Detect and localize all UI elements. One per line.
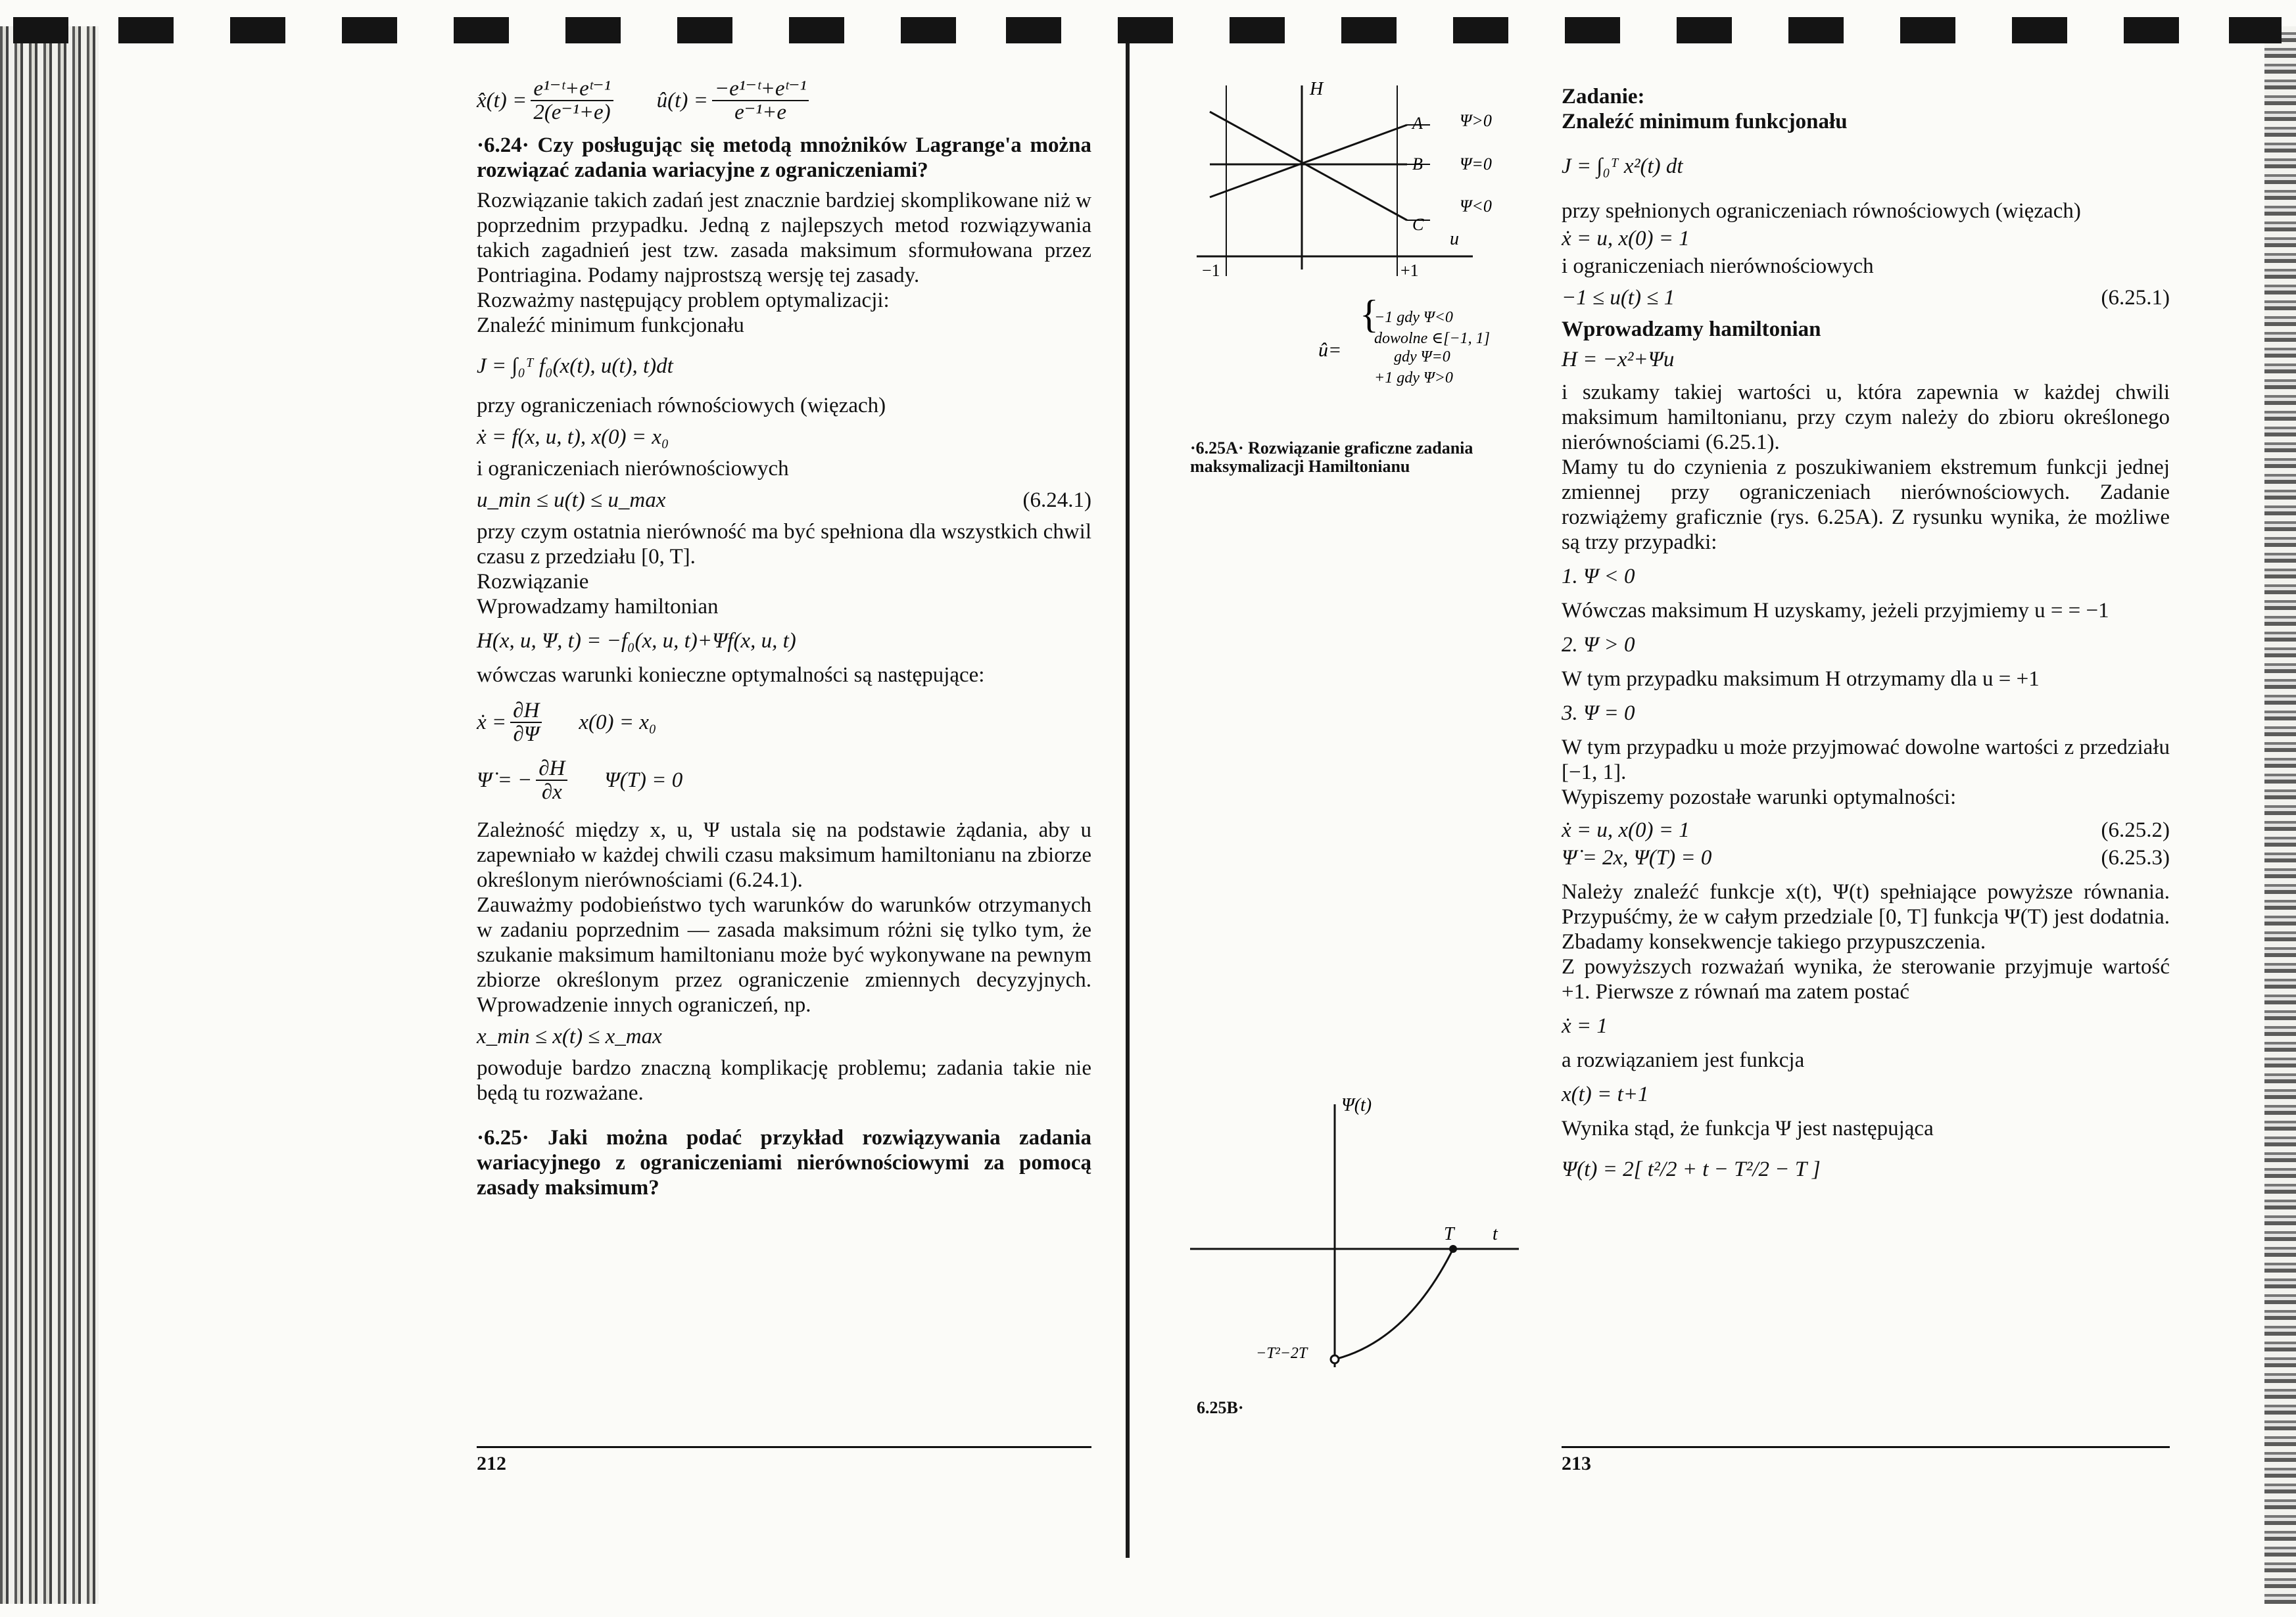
case-2-heading: 2. Ψ > 0 xyxy=(1562,633,1635,657)
paragraph-case-3: W tym przypadku u może przyjmować dowolne wartości z przedziału [−1, 1]. xyxy=(1562,736,2170,784)
top-eq-x-fraction: $\frac{\text{e¹⁻ᵗ+eᵗ⁻¹}}{\text{2(e⁻¹+e)}}$ xyxy=(531,78,613,124)
point-initial xyxy=(1331,1355,1339,1363)
psi-curve xyxy=(1335,1249,1453,1359)
paragraph-case-1: Wówczas maksimum H uzyskamy, jeżeli przyjmiemy u = = −1 xyxy=(1562,599,2109,622)
case-3: gdy Ψ=0 xyxy=(1394,348,1450,365)
equation-condition-2: Ψ̇ = − $\frac{\partial H}{\partial x}$ Ψ(T) = 0 xyxy=(477,757,683,804)
top-equations xyxy=(477,78,1091,124)
scan-edge-right xyxy=(2264,26,2296,1604)
paragraph-complication: powoduje bardzo znaczną komplikację problemu; zadania takie nie będą tu rozważane. xyxy=(477,1056,1091,1105)
task-find-minimum: Znaleźć minimum funkcjonału xyxy=(1562,110,1848,133)
case-2: dowolne ∈[−1, 1] xyxy=(1374,330,1490,347)
paragraph-interval: przy czym ostatnia nierówność ma być spełniona dla wszystkich chwil czasu z przedziału [0, T]. xyxy=(477,520,1091,569)
paragraph-similarity: Zauważmy podobieństwo tych warunków do warunków otrzymanych w zadaniu poprzednim — zasada maksimum różni się tylko tym, że szukanie maksimum hamiltonianu może być wykonywane na pewnym zbiorze określonym przez ograniczenie zmiennych decyzyjnych. Wprowadzenie innych ograniczeń, np. xyxy=(477,893,1091,1017)
paragraph-case-2: W tym przypadku maksimum H otrzymamy dla u = +1 xyxy=(1562,667,2040,691)
tick-label-plus1: +1 xyxy=(1400,261,1419,280)
question-6-24-title: ·6.24· Czy posługując się metodą mnożników Lagrange'a można rozwiązać zadania wariacyjne z ograniczeniami? xyxy=(477,133,1091,182)
paragraph-inequality-constraints-right: i ograniczeniach nierównościowych xyxy=(1562,254,1874,278)
paragraph-solution-function: a rozwiązaniem jest funkcja xyxy=(1562,1048,1805,1072)
question-6-25-title: ·6.25· Jaki można podać przykład rozwiązywania zadania wariacyjnego z ograniczeniami nierównościowymi za pomocą zasady maksimum? xyxy=(477,1126,1091,1200)
equation-number: (6.25.1) xyxy=(2101,286,2170,310)
case-1: −1 gdy Ψ<0 xyxy=(1374,309,1453,326)
paragraph-dependency: Zależność między x, u, Ψ ustala się na podstawie żądania, aby u zapewniało w każdej chwili czasu maksimum hamiltonianu na zbiorze określonym nierównościami (6.24.1). xyxy=(477,818,1091,892)
figure-6-25b-plot xyxy=(1177,1091,1545,1420)
right-page-column xyxy=(1562,84,2170,1198)
equation-6-25-1: −1 ≤ u(t) ≤ 1 (6.25.1) xyxy=(1562,286,2170,310)
case-3-heading: 3. Ψ = 0 xyxy=(1562,701,1635,725)
equation-xdot-one: ẋ = 1 xyxy=(1562,1014,1608,1038)
figure-6-25a xyxy=(1184,72,1552,414)
figure-6-25b-caption: 6.25B· xyxy=(1197,1398,1244,1417)
paragraph-psi-function: Wynika stąd, że funkcja Ψ jest następująca xyxy=(1562,1117,1934,1140)
equation-state-right: ẋ = u, x(0) = 1 xyxy=(1562,227,1690,250)
label-axis-psi: Ψ(t) xyxy=(1341,1095,1372,1115)
case-4: +1 gdy Ψ>0 xyxy=(1374,369,1453,387)
figure-6-25b xyxy=(1177,1091,1545,1420)
case-1-heading: 1. Ψ < 0 xyxy=(1562,565,1635,588)
line-A xyxy=(1210,125,1407,197)
paragraph-control-plus-one: Z powyższych rozważań wynika, że sterowanie przyjmuje wartość +1. Pierwsze z równań ma zatem postać xyxy=(1562,955,2170,1004)
tick-label-minus1: −1 xyxy=(1202,261,1220,280)
label-tick-T: T xyxy=(1444,1224,1454,1244)
paragraph-necessary-conditions: wówczas warunki konieczne optymalności są następujące: xyxy=(477,663,985,687)
paragraph-maximize-u: i szukamy takiej wartości u, która zapewnia w każdej chwili maksimum hamiltonianu, przy czym należy do zbioru określonego nierównościami (6.25.1). xyxy=(1562,381,2170,454)
right-page-number: 213 xyxy=(1562,1453,1591,1474)
equation-hamiltonian-right: H = −x²+Ψu xyxy=(1562,348,1675,371)
equation-6-24-1: u_min ≤ u(t) ≤ u_max (6.24.1) xyxy=(477,488,1091,512)
paragraph-find-functions: Należy znaleźć funkcje x(t), Ψ(t) spełniające powyższe równania. Przypuśćmy, że w całym przedziale [0, T] funkcja Ψ(T) jest dodatnia. Zbadamy konsekwencje takiego przypuszczenia. xyxy=(1562,880,2170,954)
paragraph-remaining-conditions: Wypiszemy pozostałe warunki optymalności: xyxy=(1562,785,1957,809)
figure-6-25a-plot xyxy=(1184,72,1552,414)
equation-x-of-t: x(t) = t+1 xyxy=(1562,1083,1649,1106)
label-axis-t: t xyxy=(1493,1224,1498,1244)
equation-number: (6.24.1) xyxy=(1022,488,1091,512)
equation-state-limits: x_min ≤ x(t) ≤ x_max xyxy=(477,1025,662,1048)
task-heading: Zadanie: xyxy=(1562,85,1645,108)
equation-6-25-2: ẋ = u, x(0) = 1 (6.25.2) xyxy=(1562,818,2170,842)
paragraph-problem: Rozważmy następujący problem optymalizacji: xyxy=(477,289,890,312)
label-psi-positive: Ψ>0 xyxy=(1460,111,1492,130)
case-lhs: û= xyxy=(1318,339,1342,361)
left-page-number: 212 xyxy=(477,1453,506,1474)
left-page-footer-rule xyxy=(477,1446,1091,1448)
top-eq-u-lhs: û(t) = xyxy=(656,89,708,112)
scan-edge-left xyxy=(0,26,99,1604)
paragraph-graphical: Mamy tu do czynienia z poszukiwaniem ekstremum funkcji jednej zmiennej przy ograniczeniach nierównościowych. Zadanie rozwiążemy graficznie (rys. 6.25A). Z rysunku wynika, że możliwe są trzy przypadki: xyxy=(1562,456,2170,554)
paragraph-equality-constraints-right: przy spełnionych ograniczeniach równościowych (więzach) xyxy=(1562,199,2081,223)
label-B: B xyxy=(1412,154,1423,174)
line-C xyxy=(1210,112,1407,220)
right-page-footer-rule xyxy=(1562,1446,2170,1448)
paragraph-inequality-constraints: i ograniczeniach nierównościowych xyxy=(477,457,789,480)
equation-functional-J-right: J = ∫₀ᵀ x²(t) dt xyxy=(1562,154,1683,178)
paragraph-find-minimum: Znaleźć minimum funkcjonału xyxy=(477,314,744,337)
left-page-column xyxy=(477,78,1091,1200)
equation-functional-J: J = ∫₀ᵀ f₀(x(t), u(t), t)dt xyxy=(477,354,673,378)
equation-6-25-3: Ψ̇ = 2x, Ψ(T) = 0 (6.25.3) xyxy=(1562,846,2170,870)
label-axis-h: H xyxy=(1310,79,1324,99)
label-tick-initial: −T²−2T xyxy=(1256,1345,1308,1362)
paragraph-hamiltonian-intro: Wprowadzamy hamiltonian xyxy=(477,595,719,619)
label-psi-zero: Ψ=0 xyxy=(1460,154,1492,174)
label-axis-u: u xyxy=(1450,229,1459,249)
top-eq-x-lhs: x̂(t) = xyxy=(477,89,527,112)
paragraph-equality-constraints: przy ograniczeniach równościowych (więzach) xyxy=(477,394,886,417)
paragraph-solution-heading: Rozwiązanie xyxy=(477,570,589,594)
label-C: C xyxy=(1412,215,1424,234)
paragraph-pontryagin: Rozwiązanie takich zadań jest znacznie bardziej skomplikowane niż w poprzednim przypadku. Jedną z najlepszych metod rozwiązywania takich zagadnień jest tzw. zasada maksimum sformułowana przez Pontriagina. Podamy najprostszą wersję tej zasady. xyxy=(477,189,1091,287)
figure-6-25a-caption: ·6.25A· Rozwiązanie graficzne zadania maksymalizacji Hamiltonianu xyxy=(1190,438,1473,476)
equation-state: ẋ = f(x, u, t), x(0) = x₀ xyxy=(477,425,669,449)
paragraph-hamiltonian-intro-right: Wprowadzamy hamiltonian xyxy=(1562,317,1821,341)
point-T xyxy=(1449,1245,1457,1253)
equation-hamiltonian: H(x, u, Ψ, t) = −f₀(x, u, t)+Ψf(x, u, t) xyxy=(477,629,796,653)
label-A: A xyxy=(1412,114,1423,133)
equation-condition-1: ẋ = $\frac{\partial H}{\partial\Psi}$ x(0) = x₀ xyxy=(477,699,657,746)
equation-psi-of-t: Ψ(t) = 2[ t²/2 + t − T²/2 − T ] xyxy=(1562,1158,1821,1181)
label-psi-negative: Ψ<0 xyxy=(1460,197,1492,216)
case-brace: { xyxy=(1360,293,1379,336)
book-spine xyxy=(1126,39,1130,1558)
top-eq-u-fraction: $\frac{\text{−e¹⁻ᵗ+eᵗ⁻¹}}{\text{e⁻¹+e}}$ xyxy=(712,78,809,124)
